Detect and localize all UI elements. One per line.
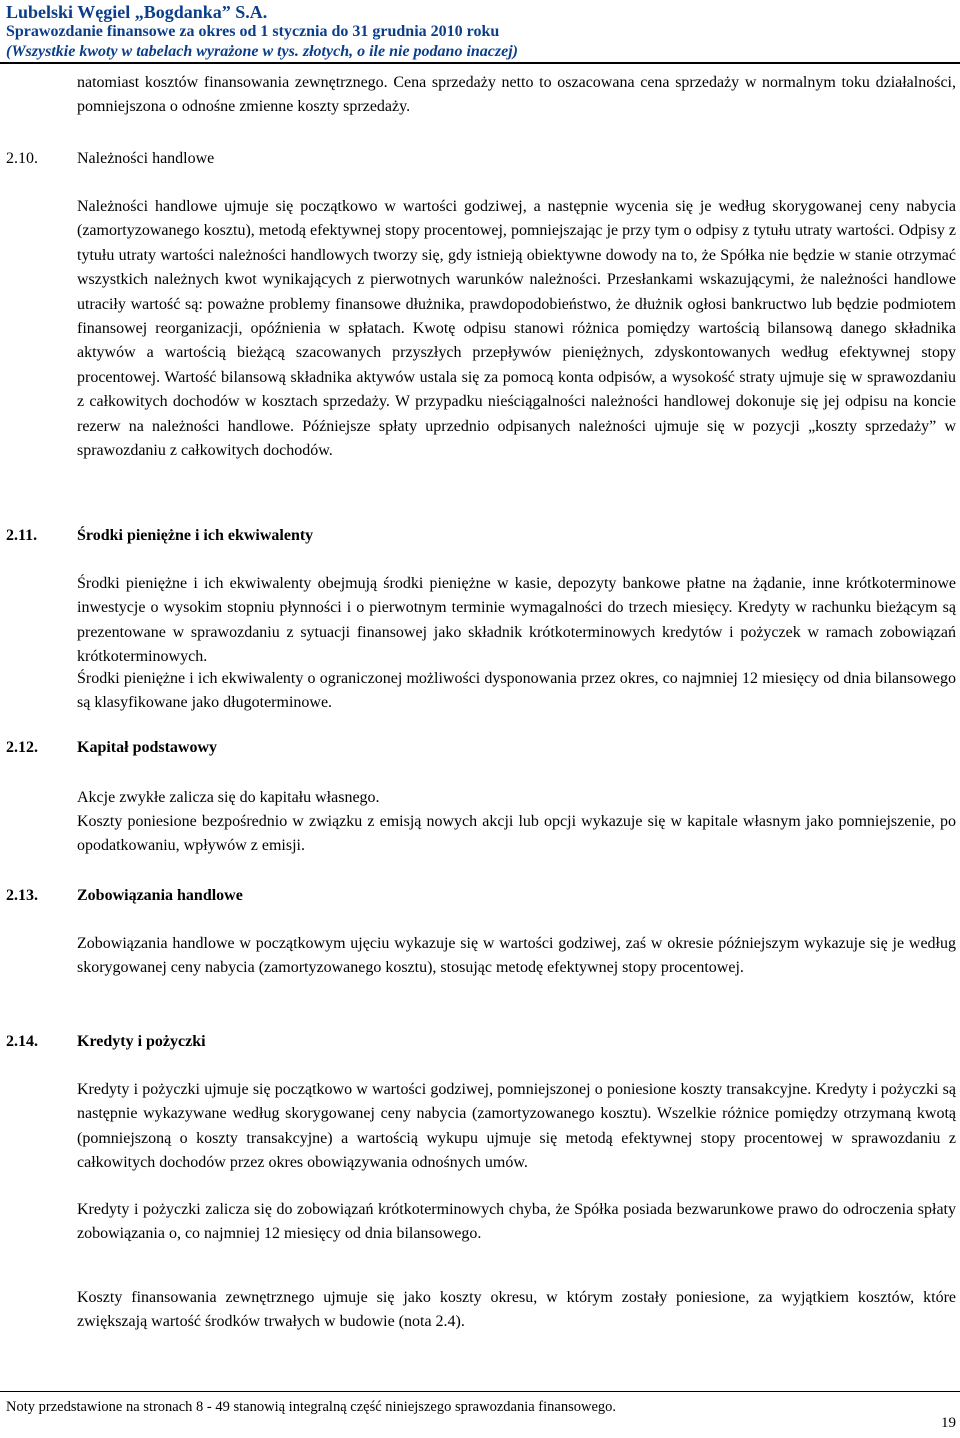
section-paragraph: Należności handlowe ujmuje się początkowo w wartości godziwej, a następnie wycenia się je według skorygowanej ceny nabycia (zamortyzowanego kosztu), metodą efektywnej stopy procentowej, pomniejszając je przy tym o odpisy z tytułu utraty wartości. Odpisy z tytułu utraty wartości należności handlowych tworzy się, gdy istnieją obiektywne dowody na to, że Spółka nie będzie w stanie otrzymać wszystkich należnych kwot wynikających z pierwotnych warunków należności. Przesłankami wskazującymi, że należności handlowe utraciły wartość są: poważne problemy finansowe dłużnika, prawdopodobieństwo, że dłużnik ogłosi bankructwo lub będzie podmiotem finansowej reorganizacji, opóźnienia w spłatach. Kwotę odpisu stanowi różnica pomiędzy wartością bilansową danego składnika aktywów a wartością bieżącą szacowanych przyszłych przepływów pieniężnych, zdyskontowanych według efektywnej stopy procentowej. Wartość bilansową składnika aktywów ustala się za pomocą konta odpisów, a wysokość straty ujmuje się w sprawozdaniu z całkowitych dochodów w kosztach sprzedaży. W przypadku nieściągalności należności handlowej dokonuje się jej odpisu na koncie rezerw na należności handlowe. Późniejsze spłaty uprzednio odpisanych należności ujmuje się w pozycji „koszty sprzedaży” w sprawozdaniu z całkowitych dochodów. bbox=[77, 198, 956, 460]
company-name: Lubelski Węgiel „Bogdanka” S.A. bbox=[6, 2, 268, 22]
section-number: 2.14. bbox=[6, 1033, 38, 1050]
section-number: 2.11. bbox=[6, 527, 38, 544]
section-paragraph: Kredyty i pożyczki zalicza się do zobowiązań krótkoterminowych chyba, że Spółka posiada bezwarunkowe prawo do odroczenia spłaty zobowiązania o, co najmniej 12 miesięcy od dnia bilansowego. bbox=[77, 1201, 956, 1243]
section-paragraph: Środki pieniężne i ich ekwiwalenty o ograniczonej możliwości dysponowania przez okres, co najmniej 12 miesięcy od dnia bilansowego są klasyfikowane jako długoterminowe. bbox=[77, 670, 956, 712]
footer-note: Noty przedstawione na stronach 8 - 49 stanowią integralną część niniejszego sprawozdania finansowego. bbox=[6, 1399, 616, 1415]
intro-paragraph: natomiast kosztów finansowania zewnętrznego. Cena sprzedaży netto to oszacowana cena sprzedaży w normalnym toku działalności, pomniejszona o odnośne zmienne koszty sprzedaży. bbox=[77, 74, 956, 116]
section-title: Środki pieniężne i ich ekwiwalenty bbox=[77, 527, 314, 544]
section-number: 2.13. bbox=[6, 887, 38, 904]
amounts-note: (Wszystkie kwoty w tabelach wyrażone w tys. złotych, o ile nie podano inaczej) bbox=[6, 43, 518, 60]
section-number: 2.12. bbox=[6, 739, 38, 756]
section-paragraph: Akcje zwykłe zalicza się do kapitału własnego. bbox=[77, 789, 380, 806]
section-paragraph: Zobowiązania handlowe w początkowym ujęciu wykazuje się w wartości godziwej, zaś w okresie późniejszym wykazuje się je według skorygowanej ceny nabycia (zamortyzowanego kosztu), stosując metodę efektywnej stopy procentowej. bbox=[77, 935, 956, 977]
header-divider bbox=[0, 62, 960, 64]
footer-divider bbox=[0, 1391, 960, 1392]
section-title: Kapitał podstawowy bbox=[77, 739, 218, 756]
section-paragraph: Koszty finansowania zewnętrznego ujmuje się jako koszty okresu, w którym zostały poniesione, za wyjątkiem kosztów, które zwiększają wartość środków trwałych w budowie (nota 2.4). bbox=[77, 1289, 956, 1331]
section-paragraph: Środki pieniężne i ich ekwiwalenty obejmują środki pieniężne w kasie, depozyty bankowe płatne na żądanie, inne krótkoterminowe inwestycje o wysokim stopniu płynności i o pierwotnym terminie wymagalności do trzech miesięcy. Kredyty w rachunku bieżącym są prezentowane w sprawozdaniu z sytuacji finansowej jako składnik krótkoterminowych kredytów i pożyczek w ramach zobowiązań krótkoterminowych. bbox=[77, 575, 956, 666]
section-paragraph: Koszty poniesione bezpośrednio w związku z emisją nowych akcji lub opcji wykazuje się w kapitale własnym jako pomniejszenie, po opodatkowaniu, wpływów z emisji. bbox=[77, 813, 956, 855]
report-title: Sprawozdanie finansowe za okres od 1 stycznia do 31 grudnia 2010 roku bbox=[6, 23, 500, 40]
page-number: 19 bbox=[941, 1415, 956, 1431]
section-paragraph: Kredyty i pożyczki ujmuje się początkowo w wartości godziwej, pomniejszonej o poniesione koszty transakcyjne. Kredyty i pożyczki są następnie wykazywane według skorygowanej ceny nabycia (zamortyzowanego kosztu). Wszelkie różnice pomiędzy otrzymaną kwotą (pomniejszoną o koszty transakcyjne) a wartością wykupu ujmuje się metodą efektywnej stopy procentowej w sprawozdaniu z całkowitych dochodów przez okres obowiązywania odnośnych umów. bbox=[77, 1081, 956, 1172]
section-title: Kredyty i pożyczki bbox=[77, 1033, 206, 1050]
page-header bbox=[6, 2, 956, 62]
section-title: Należności handlowe bbox=[77, 150, 215, 167]
section-title: Zobowiązania handlowe bbox=[77, 887, 243, 904]
section-number: 2.10. bbox=[6, 150, 38, 167]
